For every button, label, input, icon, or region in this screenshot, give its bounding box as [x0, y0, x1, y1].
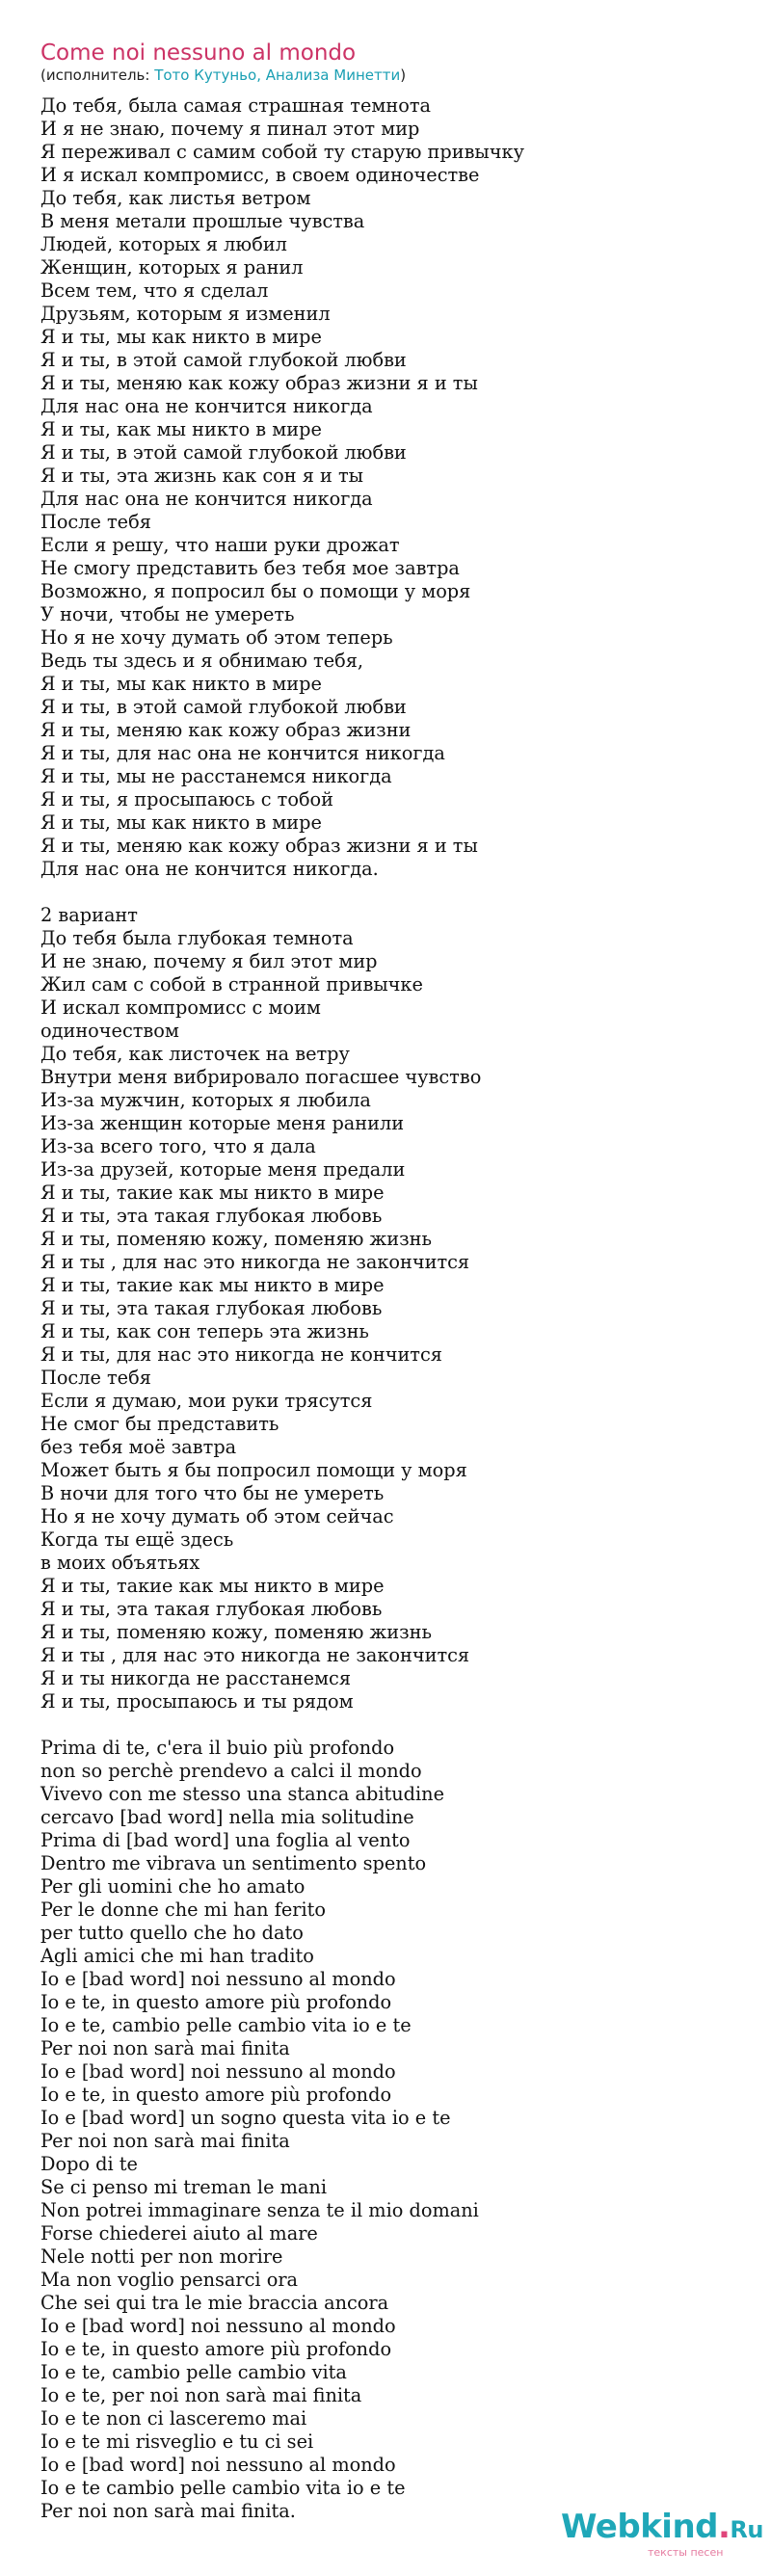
lyric-line: Я и ты, мы как никто в мире: [40, 326, 322, 348]
byline-suffix: ): [400, 66, 407, 84]
lyric-line: Dentro me vibrava un sentimento spento: [40, 1852, 427, 1874]
lyric-line: Я и ты, для нас она не кончится никогда: [40, 742, 445, 764]
lyric-line: Из-за всего того, что я дала: [40, 1135, 316, 1157]
lyric-line: Я и ты, в этой самой глубокой любви: [40, 349, 407, 371]
lyric-line: Ma non voglio pensarci ora: [40, 2269, 299, 2291]
lyric-line: Я и ты, я просыпаюсь с тобой: [40, 788, 334, 810]
lyric-line: Я и ты, меняю как кожу образ жизни я и ты: [40, 372, 478, 394]
lyric-line: Я и ты, как мы никто в мире: [40, 418, 322, 440]
lyric-line: Ведь ты здесь и я обнимаю тебя,: [40, 650, 364, 672]
logo-tld: Ru: [730, 2516, 763, 2543]
lyric-line: Я и ты, мы не расстанемся никогда: [40, 765, 392, 787]
lyric-line: [40, 881, 715, 904]
lyric-line: Io e te, in questo amore più profondo: [40, 2084, 392, 2106]
logo-name: Webkind: [561, 2508, 718, 2546]
lyric-line: Dopo di te: [40, 2153, 138, 2175]
lyric-line: Из-за друзей, которые меня предали: [40, 1158, 406, 1181]
lyric-line: Я и ты, для нас это никогда не кончится: [40, 1343, 442, 1366]
lyric-line: После тебя: [40, 1367, 151, 1389]
lyric-line: Людей, которых я любил: [40, 233, 287, 255]
lyric-line: Жил сам с собой в странной привычке: [40, 973, 423, 996]
lyric-line: Io e te non ci lasceremo mai: [40, 2407, 307, 2430]
lyric-line: Я и ты , для нас это никогда не закончится: [40, 1644, 470, 1666]
byline-prefix: (исполнитель:: [40, 66, 155, 84]
lyric-line: non so perchè prendevo a calci il mondo: [40, 1760, 422, 1782]
lyric-line: После тебя: [40, 511, 151, 533]
lyric-line: Не смог бы представить: [40, 1413, 279, 1435]
song-title: Come noi nessuno al mondo: [40, 40, 357, 66]
lyric-line: Io e te mi risveglio e tu ci sei: [40, 2430, 314, 2453]
lyric-line: Когда ты ещё здесь: [40, 1528, 234, 1551]
lyric-line: Che sei qui tra le mie braccia ancora: [40, 2292, 389, 2314]
lyric-line: И я не знаю, почему я пинал этот мир: [40, 118, 420, 140]
lyric-line: Я и ты, такие как мы никто в мире: [40, 1182, 385, 1204]
lyric-line: И не знаю, почему я бил этот мир: [40, 950, 378, 972]
lyric-line: До тебя, как листочек на ветру: [40, 1043, 350, 1065]
lyric-line: Для нас она не кончится никогда.: [40, 858, 379, 880]
lyrics-text: [40, 94, 715, 2523]
lyric-line: Per gli uomini che ho amato: [40, 1875, 306, 1898]
lyric-line: Я и ты, поменяю кожу, поменяю жизнь: [40, 1228, 432, 1250]
lyric-line: Я и ты, эта такая глубокая любовь: [40, 1297, 383, 1319]
lyric-line: Я и ты, меняю как кожу образ жизни я и ты: [40, 835, 478, 857]
lyric-line: До тебя, была самая страшная темнота: [40, 94, 431, 117]
lyric-line: Я и ты, такие как мы никто в мире: [40, 1575, 385, 1597]
lyric-line: Agli amici che mi han tradito: [40, 1945, 314, 1967]
lyric-line: Я и ты, в этой самой глубокой любви: [40, 696, 407, 718]
lyric-line: Io e te, in questo amore più profondo: [40, 2338, 392, 2360]
lyric-line: Если я думаю, мои руки трясутся: [40, 1390, 373, 1412]
lyric-line: Я и ты , для нас это никогда не закончится: [40, 1251, 470, 1273]
artist-byline: [40, 66, 406, 85]
logo-tagline: тексты песен: [648, 2546, 724, 2559]
lyric-line: в моих объятьях: [40, 1552, 200, 1574]
lyric-line: Io e te, in questo amore più profondo: [40, 1991, 392, 2013]
lyric-line: Vivevo con me stesso una stanca abitudine: [40, 1783, 444, 1805]
lyric-line: Io e [bad word] noi nessuno al mondo: [40, 2315, 396, 2337]
lyric-line: Внутри меня вибрировало погасшее чувство: [40, 1066, 482, 1088]
lyric-line: Не смогу представить без тебя мое завтра: [40, 557, 460, 579]
lyric-line: Но я не хочу думать об этом теперь: [40, 626, 393, 649]
lyric-line: И я искал компромисс, в своем одиночестве: [40, 164, 480, 186]
lyric-line: Я и ты, эта такая глубокая любовь: [40, 1205, 383, 1227]
lyric-line: Я и ты, мы как никто в мире: [40, 811, 322, 834]
lyric-line: До тебя, как листья ветром: [40, 187, 311, 209]
lyric-line: Я и ты, в этой самой глубокой любви: [40, 441, 407, 464]
lyric-line: Друзьям, которым я изменил: [40, 303, 331, 325]
lyric-line: per tutto quello che ho dato: [40, 1922, 304, 1944]
lyric-line: cercavo [bad word] nella mia solitudine: [40, 1806, 414, 1828]
lyric-line: До тебя была глубокая темнота: [40, 927, 354, 949]
lyric-line: Я и ты, просыпаюсь и ты рядом: [40, 1690, 354, 1713]
lyric-line: Всем тем, что я сделал: [40, 279, 269, 302]
logo-wordmark: [561, 2508, 763, 2549]
lyric-line: Io e te, cambio pelle cambio vita io e te: [40, 2014, 412, 2036]
lyric-line: Для нас она не кончится никогда: [40, 488, 373, 510]
lyric-line: Se ci penso mi treman le mani: [40, 2176, 327, 2198]
lyric-line: Я и ты, эта жизнь как сон я и ты: [40, 465, 364, 487]
lyric-line: Prima di te, c'era il buio più profondo: [40, 1737, 395, 1759]
lyric-line: Для нас она не кончится никогда: [40, 395, 373, 417]
lyric-line: Io e te cambio pelle cambio vita io e te: [40, 2477, 406, 2499]
webkind-logo[interactable]: [561, 2508, 763, 2563]
lyric-line: Может быть я бы попросил помощи у моря: [40, 1459, 467, 1481]
lyric-line: Io e [bad word] un sogno questa vita io e te: [40, 2107, 451, 2129]
lyric-line: Я и ты, такие как мы никто в мире: [40, 1274, 385, 1296]
lyric-line: Forse chiederei aiuto al mare: [40, 2222, 318, 2244]
lyric-line: Nele notti per non morire: [40, 2245, 283, 2268]
lyric-line: Prima di [bad word] una foglia al vento: [40, 1829, 411, 1851]
lyric-line: Возможно, я попросил бы о помощи у моря: [40, 580, 471, 602]
lyric-line: Я переживал с самим собой ту старую привычку: [40, 141, 524, 163]
artist-link[interactable]: Тото Кутуньо, Анализа Минетти: [154, 66, 401, 84]
lyric-line: Я и ты, эта такая глубокая любовь: [40, 1598, 383, 1620]
lyric-line: Io e [bad word] noi nessuno al mondo: [40, 2060, 396, 2083]
lyric-line: Io e te, per noi non sarà mai finita: [40, 2384, 362, 2406]
lyric-line: Я и ты, как сон теперь эта жизнь: [40, 1320, 369, 1342]
lyric-line: Я и ты, меняю как кожу образ жизни: [40, 719, 412, 741]
lyric-line: Io e te, cambio pelle cambio vita: [40, 2361, 347, 2383]
lyric-line: Per noi non sarà mai finita.: [40, 2500, 296, 2522]
lyric-line: Я и ты, поменяю кожу, поменяю жизнь: [40, 1621, 432, 1643]
lyric-line: Женщин, которых я ранил: [40, 256, 304, 279]
lyric-line: Из-за мужчин, которых я любила: [40, 1089, 371, 1111]
lyric-line: У ночи, чтобы не умереть: [40, 603, 295, 625]
lyric-line: Если я решу, что наши руки дрожат: [40, 534, 400, 556]
lyric-line: [40, 1713, 715, 1737]
lyric-line: Non potrei immaginare senza te il mio domani: [40, 2199, 479, 2221]
lyric-line: без тебя моё завтра: [40, 1436, 237, 1458]
lyric-line: Per noi non sarà mai finita: [40, 2130, 290, 2152]
lyric-line: И искал компромисс с моим: [40, 996, 321, 1019]
lyric-line: Из-за женщин которые меня ранили: [40, 1112, 405, 1134]
lyric-line: одиночеством: [40, 1020, 179, 1042]
lyric-line: Но я не хочу думать об этом сейчас: [40, 1505, 394, 1527]
lyric-line: Per noi non sarà mai finita: [40, 2037, 290, 2059]
lyric-line: Io e [bad word] noi nessuno al mondo: [40, 1968, 396, 1990]
lyric-line: В ночи для того что бы не умереть: [40, 1482, 385, 1504]
lyric-line: Per le donne che mi han ferito: [40, 1899, 326, 1921]
lyric-line: В меня метали прошлые чувства: [40, 210, 365, 232]
lyric-line: Io e [bad word] noi nessuno al mondo: [40, 2454, 396, 2476]
logo-dot: .: [718, 2508, 731, 2546]
lyric-line: Я и ты никогда не расстанемся: [40, 1667, 351, 1689]
lyric-line: 2 вариант: [40, 904, 138, 926]
lyric-line: Я и ты, мы как никто в мире: [40, 673, 322, 695]
